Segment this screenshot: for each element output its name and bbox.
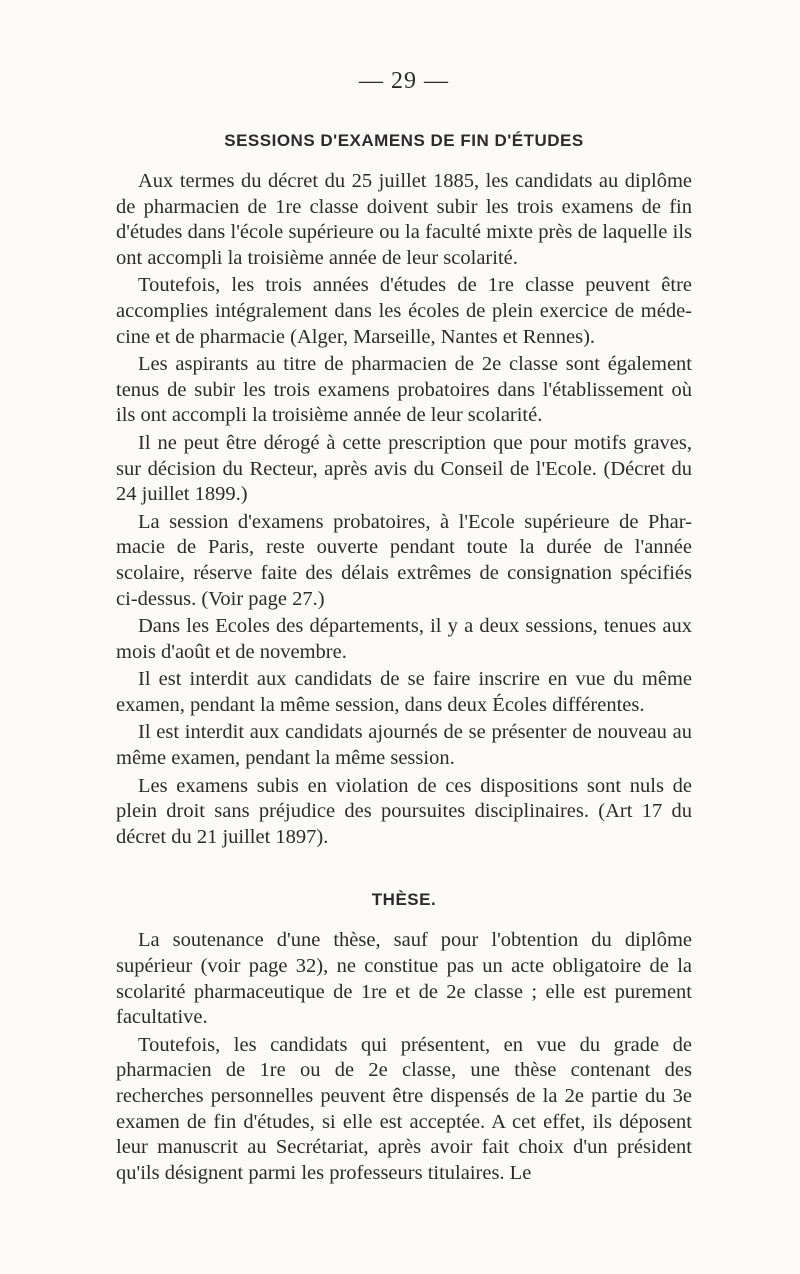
paragraph: Il est interdit aux candidats ajournés de se présenter de nouveau au même examen, pendant la même session.: [116, 721, 692, 770]
paragraph: La session d'examens probatoires, à l'Ecole supérieure de Phar-macie de Paris, reste ouverte pendant toute la durée de l'année scolaire, réserve faite des délais extrêmes de consignation spécifiés ci-dessus. (Voir page 27.): [116, 510, 692, 610]
paragraph: Les examens subis en violation de ces dispositions sont nuls de plein droit sans préjudice des poursuites disciplinaires. (Art 17 du décret du 21 juillet 1897).: [116, 774, 692, 848]
paragraph: Toutefois, les candidats qui présentent, en vue du grade de pharmacien de 1re ou de 2e classe, une thèse contenant des recherches personnelles peuvent être dispensés de la 2e partie du 3e examen de fin d'études, si elle est acceptée. A cet effet, ils déposent leur manuscrit au Secrétariat, après avoir fait choix d'un président qu'ils désignent parmi les professeurs titulaires. Le: [116, 1033, 692, 1184]
paragraph: La soutenance d'une thèse, sauf pour l'obtention du diplôme supérieur (voir page 32), ne constitue pas un acte obligatoire de la scolarité pharmaceutique de 1re et de 2e classe ; elle est purement facultative.: [116, 929, 692, 1029]
section-title: SESSIONS D'EXAMENS DE FIN D'ÉTUDES: [224, 131, 584, 150]
paragraph: Il est interdit aux candidats de se faire inscrire en vue du même examen, pendant la même session, dans deux Écoles différentes.: [116, 668, 692, 716]
paragraph: Les aspirants au titre de pharmacien de 2e classe sont également tenus de subir les trois examens probatoires dans l'établissement où ils ont accompli la troisième année de leur scolarité.: [116, 353, 692, 427]
paragraph: Il ne peut être dérogé à cette prescription que pour motifs graves, sur décision du Recteur, après avis du Conseil de l'Ecole. (Décret du 24 juillet 1899.): [116, 431, 692, 506]
page-number: — 29 —: [359, 68, 449, 94]
paragraph: Dans les Ecoles des départements, il y a deux sessions, tenues aux mois d'août et de novembre.: [116, 615, 692, 663]
paragraph: Toutefois, les trois années d'études de 1re classe peuvent être accomplies intégralement dans les écoles de plein exercice de méde-cine et de pharmacie (Alger, Marseille, Nantes et Rennes).: [116, 274, 692, 348]
paragraph: Aux termes du décret du 25 juillet 1885, les candidats au diplôme de pharmacien de 1re classe doivent subir les trois examens de fin d'études dans l'école supérieure ou la faculté mixte près de laquelle ils ont accompli la troisième année de leur scolarité.: [116, 170, 692, 269]
section-title: THÈSE.: [371, 890, 437, 910]
